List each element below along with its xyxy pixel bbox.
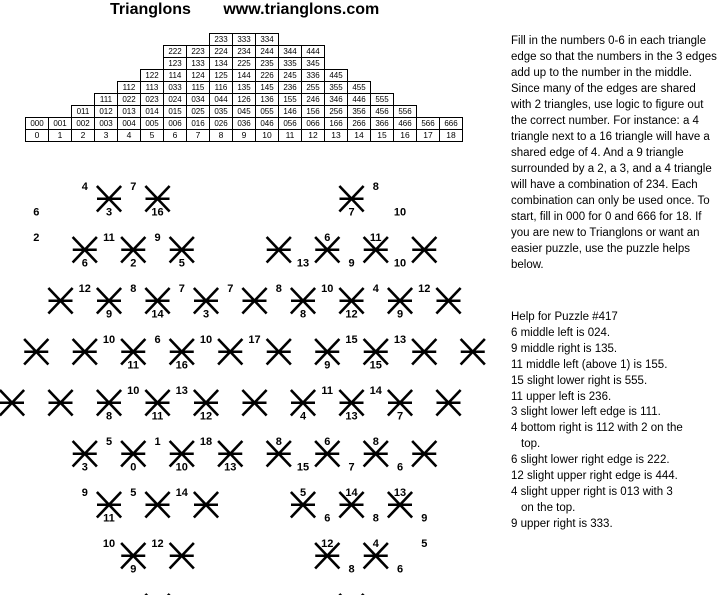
combo-blank: [371, 58, 394, 70]
combo-blank: [72, 58, 95, 70]
help-title: Help for Puzzle #417: [511, 311, 618, 323]
triangle-number: 6: [324, 512, 331, 525]
sum-cell: 12: [302, 130, 325, 142]
combo-cell: 055: [256, 106, 279, 118]
sum-cell: 0: [26, 130, 49, 142]
combo-blank: [49, 58, 72, 70]
combo-cell: 115: [187, 82, 210, 94]
combo-cell: 033: [164, 82, 187, 94]
triangle-number: 8: [299, 308, 307, 321]
sum-cell: 6: [164, 130, 187, 142]
triangle-number: 5: [105, 436, 113, 448]
combo-blank: [371, 46, 394, 58]
triangle-number: 16: [151, 206, 164, 219]
combo-blank: [371, 34, 394, 46]
sum-cell: 17: [417, 130, 440, 142]
combo-blank: [302, 34, 325, 46]
combo-blank: [118, 34, 141, 46]
combo-cell: 016: [187, 118, 210, 130]
combo-cell: 014: [141, 106, 164, 118]
combo-cell: 024: [164, 94, 187, 106]
help-line: on the top.: [521, 501, 576, 514]
combo-cell: 056: [279, 118, 302, 130]
combo-blank: [95, 82, 118, 94]
combo-cell: 134: [210, 58, 233, 70]
combo-row: [26, 94, 463, 106]
combo-blank: [417, 58, 440, 70]
combo-blank: [440, 106, 463, 118]
triangle-number: 10: [199, 334, 213, 346]
combo-blank: [440, 82, 463, 94]
triangle-number: 8: [372, 436, 379, 448]
combo-blank: [394, 70, 417, 82]
help-line: 9 middle right is 135.: [511, 342, 618, 355]
triangle-number: 13: [175, 385, 188, 397]
combo-blank: [141, 46, 164, 58]
triangle-number: 5: [178, 257, 185, 270]
combo-blank: [95, 34, 118, 46]
triangle-number: 11: [103, 232, 115, 244]
triangle-number: 10: [127, 385, 140, 397]
triangle-number: 13: [393, 487, 407, 499]
combo-blank: [440, 70, 463, 82]
triangle-number: 12: [345, 308, 358, 321]
combo-cell: 136: [256, 94, 279, 106]
triangle-number: 6: [324, 232, 331, 244]
help-line: 12 slight upper right edge is 444.: [511, 470, 678, 483]
combo-cell: 222: [164, 46, 187, 58]
triangle-number: 9: [396, 308, 404, 321]
help-line: 3 slight lower left edge is 111.: [511, 406, 661, 419]
triangle-number: 7: [178, 283, 185, 295]
combo-cell: 225: [233, 58, 256, 70]
triangle-number: 9: [348, 257, 355, 270]
triangle-number: 10: [393, 257, 407, 270]
help-panel: [511, 310, 719, 533]
triangle-number: 3: [105, 206, 113, 219]
combo-cell: 334: [256, 34, 279, 46]
help-list: [511, 326, 719, 533]
help-line: 11 upper left is 236.: [511, 390, 612, 403]
sum-cell: 18: [440, 130, 463, 142]
combo-blank: [279, 34, 302, 46]
triangle-number: 12: [78, 283, 91, 295]
combo-cell: 226: [256, 70, 279, 82]
help-line: 9 upper right is 333.: [511, 517, 613, 530]
combo-blank: [348, 46, 371, 58]
combo-row: [26, 82, 463, 94]
triangle-number: 5: [130, 487, 137, 499]
combo-cell: 006: [164, 118, 187, 130]
combo-cell: 234: [233, 46, 256, 58]
puzzle-board: [0, 170, 500, 595]
sum-cell: 4: [118, 130, 141, 142]
sum-cell: 13: [325, 130, 348, 142]
combo-blank: [371, 70, 394, 82]
triangle-number: 6: [324, 436, 331, 448]
triangle-number: 11: [127, 359, 140, 372]
triangle-number: 0: [130, 461, 137, 474]
triangle-number: 8: [275, 283, 282, 295]
combo-blank: [417, 82, 440, 94]
combo-cell: 166: [325, 118, 348, 130]
triangle-number: 13: [224, 461, 237, 474]
combo-cell: 156: [302, 106, 325, 118]
triangle-number: 9: [154, 232, 161, 244]
combo-cell: 113: [141, 82, 164, 94]
triangle-number: 14: [345, 487, 358, 499]
combo-cell: 035: [210, 106, 233, 118]
sum-cell: 11: [279, 130, 302, 142]
triangle-number: 8: [372, 512, 379, 525]
combo-cell: 124: [187, 70, 210, 82]
combo-cell: 034: [187, 94, 210, 106]
combo-cell: 003: [95, 118, 118, 130]
combo-blank: [26, 34, 49, 46]
combo-cell: 355: [325, 82, 348, 94]
triangle-number: 6: [396, 461, 404, 474]
sum-cell: 5: [141, 130, 164, 142]
combo-cell: 235: [256, 58, 279, 70]
triangle-number: 9: [130, 563, 137, 576]
combo-cell: 125: [210, 70, 233, 82]
combo-cell: 012: [95, 106, 118, 118]
triangle-number: 4: [299, 410, 307, 423]
sum-cell: 1: [49, 130, 72, 142]
combo-cell: 446: [348, 94, 371, 106]
combo-cell: 146: [279, 106, 302, 118]
combo-blank: [26, 46, 49, 58]
help-line: 15 slight lower right is 555.: [511, 374, 648, 387]
instructions-text: Fill in the numbers 0-6 in each triangle edge so that the numbers in the 3 edges add up to the number in the middle. Since many of the edges are shared with 2 triangles, use logic to figure out the correct number. For instance: a 4 triangle next to a 16 triangle will have a shared edge of 4. And a 9 triangle surrounded by a 2, a 3, and a 4 triangle will have a combination of 234. Each combination can only be used once. To start, fill in 000 for 0 and 666 for 18. If you are new to Trianglons or want an easier puzzle, use the puzzle helps below.: [511, 35, 717, 271]
combo-blank: [394, 58, 417, 70]
triangle-number: 13: [345, 410, 358, 423]
combo-cell: 666: [440, 118, 463, 130]
combo-cell: 335: [279, 58, 302, 70]
triangle-number: 13: [296, 257, 310, 270]
help-line: 11 middle left (above 1) is 155.: [511, 358, 668, 371]
combo-blank: [26, 70, 49, 82]
triangle-number: 10: [175, 461, 188, 474]
combo-cell: 123: [164, 58, 187, 70]
sum-cell: 9: [233, 130, 256, 142]
triangle-number: 11: [321, 385, 334, 397]
sum-cell: 14: [348, 130, 371, 142]
triangle-number: 10: [102, 538, 116, 550]
combo-blank: [325, 46, 348, 58]
combo-cell: 144: [233, 70, 256, 82]
triangle-number: 7: [396, 410, 404, 423]
help-line: top.: [521, 438, 541, 451]
combo-cell: 046: [256, 118, 279, 130]
triangle-number: 12: [199, 410, 213, 423]
combo-cell: 444: [302, 46, 325, 58]
combo-blank: [49, 46, 72, 58]
triangle-number: 9: [105, 308, 113, 321]
triangle-number: 7: [227, 283, 234, 295]
combo-blank: [95, 58, 118, 70]
combo-cell: 566: [417, 118, 440, 130]
triangle-number: 8: [275, 436, 282, 448]
combo-cell: 345: [302, 58, 325, 70]
triangle-number: 9: [81, 487, 88, 499]
combo-cell: 066: [302, 118, 325, 130]
triangle-number: 8: [130, 283, 137, 295]
combo-cell: 456: [371, 106, 394, 118]
combo-blank: [141, 58, 164, 70]
triangle-number: 10: [321, 283, 334, 295]
combo-row: [26, 118, 463, 130]
combo-blank: [118, 70, 141, 82]
combo-blank: [394, 46, 417, 58]
combo-blank: [72, 82, 95, 94]
combo-cell: 266: [348, 118, 371, 130]
combo-row: [26, 46, 463, 58]
triangle-number: 14: [369, 385, 382, 397]
triangle-number: 8: [348, 563, 355, 576]
triangle-number: 2: [33, 232, 40, 244]
combo-blank: [26, 82, 49, 94]
combo-blank: [72, 34, 95, 46]
sum-cell: 2: [72, 130, 95, 142]
combo-blank: [72, 46, 95, 58]
triangle-number: 3: [202, 308, 210, 321]
sum-cell: 3: [95, 130, 118, 142]
combo-cell: 005: [141, 118, 164, 130]
combo-cell: 245: [279, 70, 302, 82]
combo-blank: [440, 46, 463, 58]
triangle-number: 5: [299, 487, 307, 499]
triangle-number: 5: [421, 538, 428, 550]
combo-cell: 044: [210, 94, 233, 106]
combo-blank: [118, 46, 141, 58]
triangle-number: 10: [393, 206, 407, 219]
triangle-number: 8: [105, 410, 113, 423]
sum-cell: 8: [210, 130, 233, 142]
combo-blank: [394, 82, 417, 94]
sum-row: [26, 130, 463, 142]
combo-cell: 126: [233, 94, 256, 106]
triangle-number: 4: [372, 538, 379, 550]
combo-cell: 223: [187, 46, 210, 58]
combo-blank: [417, 94, 440, 106]
combo-blank: [26, 106, 49, 118]
triangle-number: 2: [130, 257, 137, 270]
triangle-number: 4: [81, 181, 88, 193]
combo-blank: [49, 70, 72, 82]
combo-blank: [95, 46, 118, 58]
combo-cell: 455: [348, 82, 371, 94]
combo-cell: 445: [325, 70, 348, 82]
triangle-number: 12: [151, 538, 164, 550]
combo-blank: [348, 58, 371, 70]
combo-cell: 556: [394, 106, 417, 118]
combo-cell: 346: [325, 94, 348, 106]
combo-row: [26, 58, 463, 70]
combo-blank: [49, 82, 72, 94]
triangle-number: 15: [296, 461, 310, 474]
combo-cell: 344: [279, 46, 302, 58]
help-line: 4 bottom right is 112 with 2 on the: [511, 422, 683, 435]
combo-cell: 023: [141, 94, 164, 106]
combo-cell: 122: [141, 70, 164, 82]
combo-row: [26, 70, 463, 82]
combo-cell: 246: [302, 94, 325, 106]
triangle-number: 7: [348, 461, 355, 474]
page-title: Trianglons: [110, 1, 191, 18]
combo-cell: 336: [302, 70, 325, 82]
triangle-number: 11: [103, 512, 115, 525]
triangle-number: 4: [372, 283, 379, 295]
combo-cell: 236: [279, 82, 302, 94]
triangle-number: 15: [345, 334, 358, 346]
combo-blank: [95, 70, 118, 82]
combo-blank: [394, 34, 417, 46]
help-line: 6 slight lower right edge is 222.: [511, 454, 670, 467]
triangle-number: 6: [81, 257, 88, 270]
combo-blank: [72, 94, 95, 106]
combo-cell: 224: [210, 46, 233, 58]
triangle-number: 7: [348, 206, 355, 219]
combo-blank: [417, 106, 440, 118]
triangle-number: 1: [154, 436, 161, 448]
triangle-number: 12: [418, 283, 431, 295]
combo-cell: 045: [233, 106, 256, 118]
combo-cell: 015: [164, 106, 187, 118]
combo-cell: 135: [233, 82, 256, 94]
sum-cell: 16: [394, 130, 417, 142]
combo-cell: 116: [210, 82, 233, 94]
combo-blank: [348, 34, 371, 46]
triangle-number: 11: [369, 232, 382, 244]
triangle-number: 6: [154, 334, 161, 346]
triangle-number: 9: [421, 512, 428, 525]
combo-cell: 155: [279, 94, 302, 106]
combo-cell: 112: [118, 82, 141, 94]
combo-cell: 356: [348, 106, 371, 118]
help-line: 6 middle left is 024.: [511, 326, 611, 339]
combo-blank: [187, 34, 210, 46]
combo-blank: [26, 94, 49, 106]
combo-row: [26, 106, 463, 118]
combo-blank: [26, 58, 49, 70]
triangle-number: 17: [248, 334, 261, 346]
combo-cell: 026: [210, 118, 233, 130]
triangle-number: 14: [151, 308, 164, 321]
combo-cell: 004: [118, 118, 141, 130]
combo-cell: 036: [233, 118, 256, 130]
combo-cell: 002: [72, 118, 95, 130]
combo-cell: 011: [72, 106, 95, 118]
triangle-number: 16: [175, 359, 188, 372]
combo-cell: 133: [187, 58, 210, 70]
combo-cell: 333: [233, 34, 256, 46]
combo-cell: 114: [164, 70, 187, 82]
combo-blank: [49, 106, 72, 118]
combo-blank: [325, 58, 348, 70]
site-url: www.trianglons.com: [223, 1, 380, 18]
combo-cell: 466: [394, 118, 417, 130]
triangle-number: 8: [372, 181, 379, 193]
combo-blank: [49, 94, 72, 106]
puzzle-grid-lines: [0, 186, 485, 595]
combo-cell: 256: [325, 106, 348, 118]
sum-cell: 10: [256, 130, 279, 142]
combo-blank: [417, 70, 440, 82]
help-line: 4 slight upper right is 013 with 3: [511, 485, 673, 498]
combo-cell: 025: [187, 106, 210, 118]
combo-cell: 244: [256, 46, 279, 58]
combo-cell: 013: [118, 106, 141, 118]
triangle-number: 6: [396, 563, 404, 576]
combo-row: [26, 34, 463, 46]
triangle-number: 10: [102, 334, 116, 346]
sum-cell: 7: [187, 130, 210, 142]
triangle-number: 9: [324, 359, 331, 372]
triangle-number: 13: [393, 334, 407, 346]
combo-cell: 000: [26, 118, 49, 130]
combo-cell: 022: [118, 94, 141, 106]
triangle-number: 7: [130, 181, 137, 193]
combo-cell: 555: [371, 94, 394, 106]
combo-blank: [164, 34, 187, 46]
combo-blank: [440, 58, 463, 70]
combo-blank: [440, 34, 463, 46]
combo-blank: [371, 82, 394, 94]
combination-table: [25, 33, 463, 142]
triangle-number: 14: [175, 487, 188, 499]
page-header: [110, 1, 379, 19]
combo-blank: [417, 46, 440, 58]
triangle-number: 3: [81, 461, 88, 474]
combo-blank: [141, 34, 164, 46]
combo-cell: 366: [371, 118, 394, 130]
triangle-number: 15: [369, 359, 382, 372]
triangle-number: 6: [33, 206, 40, 219]
combo-blank: [440, 94, 463, 106]
combo-cell: 255: [302, 82, 325, 94]
triangle-number: 12: [321, 538, 334, 550]
triangle-number: 18: [199, 436, 213, 448]
combo-blank: [348, 70, 371, 82]
sum-cell: 15: [371, 130, 394, 142]
combo-blank: [394, 94, 417, 106]
combo-cell: 001: [49, 118, 72, 130]
triangle-number: 11: [151, 410, 164, 423]
combo-blank: [49, 34, 72, 46]
combo-cell: 145: [256, 82, 279, 94]
combo-blank: [417, 34, 440, 46]
combo-blank: [72, 70, 95, 82]
combo-cell: 111: [95, 94, 118, 106]
combo-cell: 233: [210, 34, 233, 46]
combo-blank: [325, 34, 348, 46]
combo-blank: [118, 58, 141, 70]
